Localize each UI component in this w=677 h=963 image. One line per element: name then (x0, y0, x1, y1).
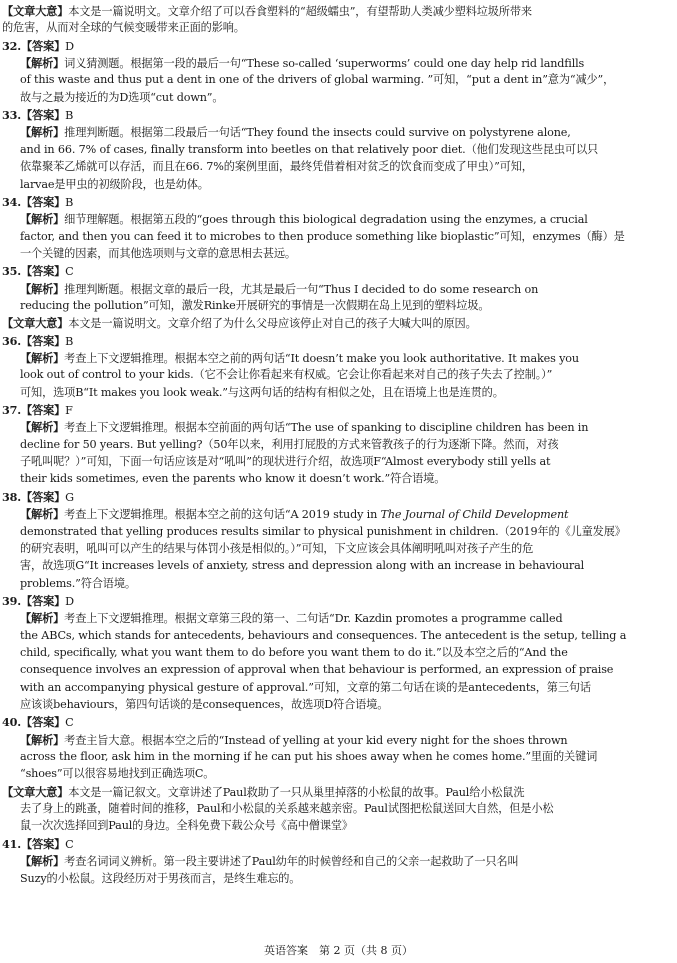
line-text: 故与之最为接近的为D选项“cut down”。 (20, 90, 224, 104)
line-text: F (65, 404, 73, 418)
text-line (0, 802, 677, 816)
summary-line (0, 785, 677, 800)
line-text: 推理判断题。根据第二段最后一句话“They found the insects could survive on polystyrene alone, (64, 126, 571, 140)
line-text: 去了身上的跳蚤，随着时间的推移，Paul和小松鼠的关系越来越亲密。Paul试图把松鼠送回大自然，但是小松 (20, 802, 554, 816)
line-text: problems.”符合语境。 (20, 576, 136, 590)
text-line (0, 299, 677, 313)
question-number: 37. (2, 403, 22, 418)
line-text: B (65, 334, 74, 348)
text-line (0, 56, 677, 71)
text-line (0, 21, 677, 35)
line-text: 的危害，从而对全球的气候变暖带来正面的影响。 (2, 21, 245, 35)
text-line (0, 733, 677, 748)
line-text: B (65, 195, 74, 209)
line-text: larvae是甲虫的初级阶段，也是幼体。 (20, 177, 209, 191)
section-tag: 【解析】 (20, 854, 65, 869)
question-number: 35. (2, 264, 22, 279)
text-line (0, 247, 677, 261)
section-tag: 【解析】 (20, 351, 65, 365)
text-line (0, 663, 677, 677)
text-line (0, 368, 677, 382)
answer-line (0, 108, 677, 123)
line-text: 鼠一次次选择回到Paul的身边。全科免费下载公众号《高中僧课堂》 (20, 819, 353, 833)
text-line (0, 611, 677, 626)
section-tag: 【解析】 (20, 125, 65, 140)
text-line (0, 438, 677, 452)
text-line (0, 872, 677, 886)
section-tag: 【解析】 (20, 56, 65, 71)
line-text: 推理判断题。根据文章的最后一段，尤其是最后一句“Thus I decided to do some research on (64, 282, 539, 296)
line-text: D (65, 594, 74, 608)
text-line (0, 282, 677, 297)
line-text: factor, and then you can feed it to microbes to then produce something like bioplastic”可知，enzymes（酶）是 (20, 229, 625, 243)
text-line (0, 455, 677, 469)
line-text: 依靠聚苯乙烯就可以存活，而且在66. 7%的案例里面，最终凭借着相对贫乏的饮食而变成了甲虫）”可知， (20, 160, 533, 174)
question-number: 36. (2, 333, 22, 348)
question-number: 34. (2, 194, 22, 209)
answer-line (0, 594, 677, 609)
line-text: look out of control to your kids.（它不会让你看起来有权威。它会让你看起来对自己的孩子失去了控制。）” (20, 368, 553, 382)
section-tag: 【答案】 (21, 836, 66, 851)
text-line (0, 767, 677, 781)
line-text: 考查名词词义辨析。第一段主要讲述了Paul幼年的时候曾经和自己的父亲一起救助了一只名叫 (64, 855, 519, 869)
answer-line (0, 195, 677, 210)
text-line (0, 698, 677, 712)
section-tag: 【答案】 (21, 264, 66, 279)
line-text: 考查上下文逻辑推理。根据本空之前的两句话“It doesn’t make you look authoritative. It makes you (64, 352, 579, 365)
section-tag: 【文章大意】 (2, 784, 69, 799)
section-tag: 【答案】 (21, 489, 66, 504)
answer-line (0, 264, 677, 279)
line-text: 考查上下文逻辑推理。根据本空前面的两句话“The use of spanking to discipline children has been in (64, 421, 589, 435)
answer-line (0, 334, 677, 349)
answer-line (0, 39, 677, 54)
line-text: G (65, 490, 74, 504)
text-line (0, 143, 677, 157)
line-text: 本文是一篇说明文。文章介绍了可以吞食塑料的“超级蠕虫”，有望帮助人类减少塑料垃圾所带来 (68, 5, 532, 18)
question-number: 32. (2, 38, 22, 53)
text-line (0, 472, 677, 486)
section-tag: 【答案】 (21, 593, 66, 608)
section-tag: 【答案】 (21, 108, 66, 123)
line-text: of this waste and thus put a dent in one of the drivers of global warming. ”可知，“put a dent in”意为“减少”， (20, 73, 615, 87)
line-text: C (65, 265, 74, 279)
section-tag: 【答案】 (21, 715, 66, 730)
section-tag: 【答案】 (21, 333, 66, 348)
line-text: 考查主旨大意。根据本空之后的“Instead of yelling at your kid every night for the shoes thrown (64, 733, 568, 747)
line-text: 子吼叫呢？）”可知，下面一句话应该是对“吼叫”的现状进行介绍，故选项F“Almost everybody still yells at (20, 455, 551, 469)
question-number: 33. (2, 108, 22, 123)
text-line (0, 420, 677, 435)
text-line (0, 386, 677, 400)
line-text: and in 66. 7% of cases, finally transform into beetles on that relatively poor diet.（他们发现这些昆虫可以只 (20, 142, 599, 156)
line-text: reducing the pollution”可知，激发Rinke开展研究的事情是一次假期在岛上见到的塑料垃圾。 (20, 298, 490, 312)
summary-line (0, 4, 677, 19)
text-line (0, 629, 677, 643)
text-line (0, 577, 677, 591)
text-line (0, 646, 677, 660)
answer-line (0, 490, 677, 505)
summary-line (0, 316, 677, 331)
line-text: with an accompanying physical gesture of approval.”可知，文章的第二句话在谈的是antecedents，第三句话 (20, 680, 591, 694)
section-tag: 【文章大意】 (2, 316, 69, 331)
line-text: 细节理解题。根据第五段的“goes through this biological degradation using the enzymes, a crucial (64, 213, 588, 227)
text-line (0, 681, 677, 695)
line-text: 本文是一篇记叙文。文章讲述了Paul救助了一只从巢里掉落的小松鼠的故事。Paul给小松鼠洗 (68, 785, 525, 799)
line-text: the ABCs, which stands for antecedents, behaviours and consequences. The antecedent is the setup, telling a (20, 628, 627, 642)
line-text: demonstrated that yelling produces results similar to physical punishment in children.（2019年的《儿童发展》 (20, 524, 626, 538)
line-text: 害，故选项G“It increases levels of anxiety, stress and depression along with an increase in behavioural (20, 559, 585, 573)
line-text: B (65, 109, 74, 123)
text-line (0, 542, 677, 556)
line-text: 一个关键的因素，而其他选项则与文章的意思相去甚远。 (20, 246, 296, 260)
answer-line (0, 715, 677, 730)
line-text: D (65, 39, 74, 53)
question-number: 38. (2, 489, 22, 504)
answer-line (0, 403, 677, 418)
line-text: C (65, 716, 74, 730)
question-number: 39. (2, 593, 22, 608)
line-text: 应该谈behaviours，第四句话谈的是consequences，故选项D符合语境。 (20, 698, 389, 711)
text-line (0, 559, 677, 573)
text-line (0, 351, 677, 366)
italic-title: The Journal of Child Development (380, 508, 569, 522)
question-number: 41. (2, 836, 22, 851)
section-tag: 【解析】 (20, 420, 65, 435)
line-text: decline for 50 years. But yelling?（50年以来，利用打屁股的方式来管教孩子的行为逐渐下降。然而，对孩 (20, 437, 559, 451)
line-text: 可知，选项B“It makes you look weak.”与这两句话的结构有相似之处，且在语境上也是连贯的。 (20, 385, 504, 399)
line-text: across the floor, ask him in the morning if he can put his shoes away when he comes home.”里面的关键词 (20, 750, 598, 764)
line-text: child, specifically, what you want them to do before you want them to do it.”以及本空之后的“And the (20, 645, 568, 659)
section-tag: 【答案】 (21, 194, 66, 209)
section-tag: 【文章大意】 (2, 4, 69, 18)
text-line (0, 160, 677, 174)
section-tag: 【答案】 (21, 403, 66, 418)
page-footer: 英语答案 第 2 页（共 8 页） (264, 944, 413, 957)
text-line (0, 525, 677, 539)
line-text: 本文是一篇说明文。文章介绍了为什么父母应该停止对自己的孩子大喊大叫的原因。 (68, 317, 477, 331)
line-text: “shoes”可以很容易地找到正确选项C。 (20, 767, 215, 781)
text-line (0, 819, 677, 833)
section-tag: 【解析】 (20, 281, 65, 296)
line-text: 的研究表明，吼叫可以产生的结果与体罚小孩是相似的。）”可知，下文应该会具体阐明吼叫对孩子产生的危 (20, 541, 534, 555)
line-text: C (65, 837, 74, 851)
text-line (0, 178, 677, 192)
text-line (0, 91, 677, 105)
answer-line (0, 837, 677, 852)
section-tag: 【解析】 (20, 611, 65, 626)
text-line (0, 73, 677, 87)
question-number: 40. (2, 715, 22, 730)
text-line (0, 125, 677, 140)
text-line (0, 212, 677, 227)
section-tag: 【解析】 (20, 212, 65, 227)
line-text: 考查上下文逻辑推理。根据本空之前的这句话“A 2019 study in (64, 508, 381, 522)
section-tag: 【解析】 (20, 732, 65, 747)
line-text: 词义猜测题。根据第一段的最后一句“These so-called ‘superworms’ could one day help rid landfills (64, 57, 585, 71)
text-line (0, 854, 677, 869)
line-text: Suzy的小松鼠。这段经历对于男孩而言，是终生难忘的。 (20, 871, 301, 885)
text-line (0, 750, 677, 764)
line-text: 考查上下文逻辑推理。根据文章第三段的第一、二句话“Dr. Kazdin promotes a programme called (64, 612, 563, 626)
line-text: consequence involves an expression of approval when that behaviour is performed, an expression of praise (20, 663, 614, 677)
line-text: their kids sometimes, even the parents who know it doesn’t work.”符合语境。 (20, 472, 446, 486)
text-line (0, 507, 677, 522)
text-line (0, 230, 677, 244)
section-tag: 【解析】 (20, 507, 65, 522)
section-tag: 【答案】 (21, 38, 66, 53)
